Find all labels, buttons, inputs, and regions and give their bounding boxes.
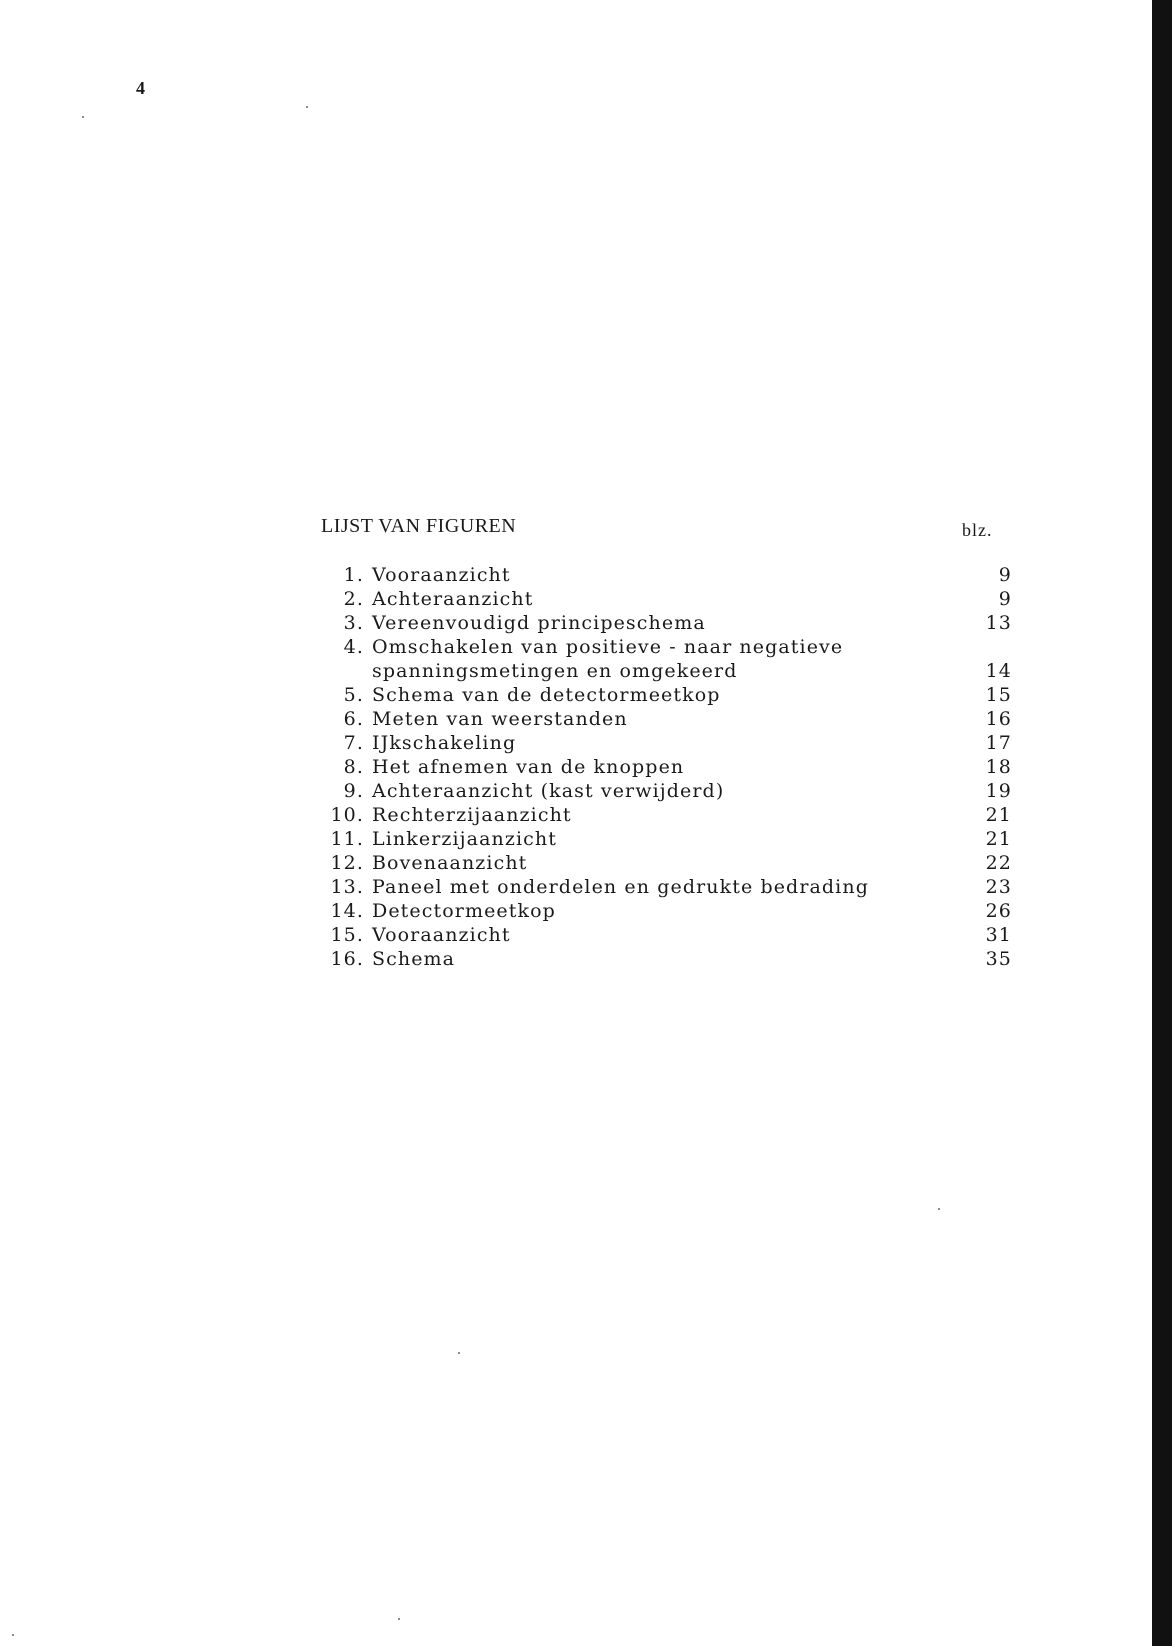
- figure-title: Omschakelen van positieve - naar negatieve: [372, 636, 844, 658]
- figure-page: 15: [985, 684, 1012, 706]
- figure-title: Achteraanzicht: [372, 588, 534, 610]
- figure-title: Vereenvoudigd principeschema: [372, 612, 706, 634]
- figure-page: 17: [985, 732, 1012, 754]
- figure-entry: [312, 899, 1012, 923]
- scan-edge: [1152, 0, 1172, 1646]
- figure-list: [312, 563, 1012, 971]
- figure-title: Achteraanzicht (kast verwijderd): [372, 780, 725, 802]
- figure-page: 31: [985, 924, 1012, 946]
- figure-number: 16.: [330, 948, 364, 970]
- list-of-figures-heading: LIJST VAN FIGUREN: [321, 515, 517, 537]
- page-column-label: blz.: [962, 520, 993, 540]
- scan-speck: [398, 1618, 400, 1620]
- figure-page: 21: [985, 804, 1012, 826]
- figure-title: Schema van de detectormeetkop: [372, 684, 721, 706]
- figure-page: [972, 635, 1012, 659]
- figure-entry: [312, 731, 1012, 755]
- figure-title: Linkerzijaanzicht: [372, 828, 557, 850]
- figure-entry: [312, 923, 1012, 947]
- figure-title: Paneel met onderdelen en gedrukte bedrading: [372, 876, 869, 898]
- page-number: 4: [136, 78, 145, 98]
- figure-number: 7.: [343, 732, 364, 754]
- scan-speck: [12, 1634, 14, 1636]
- figure-title: Meten van weerstanden: [372, 708, 628, 730]
- scan-speck: [306, 106, 308, 108]
- figure-entry: [312, 875, 1012, 899]
- figure-number: 4.: [343, 636, 364, 658]
- figure-page: 16: [985, 708, 1012, 730]
- figure-number: 3.: [343, 612, 364, 634]
- figure-page: 23: [985, 876, 1012, 898]
- figure-page: 14: [985, 660, 1012, 682]
- figure-entry: [312, 827, 1012, 851]
- figure-title: Detectormeetkop: [372, 900, 556, 922]
- figure-number: 10.: [330, 804, 364, 826]
- figure-title: Vooraanzicht: [372, 924, 511, 946]
- figure-page: 26: [985, 900, 1012, 922]
- figure-page: 35: [985, 948, 1012, 970]
- figure-title: Vooraanzicht: [372, 564, 511, 586]
- figure-entry: [312, 851, 1012, 875]
- figure-title: IJkschakeling: [372, 732, 517, 754]
- figure-entry-continuation: [312, 659, 1012, 683]
- figure-title-continued: spanningsmetingen en omgekeerd: [372, 660, 738, 682]
- figure-entry: [312, 587, 1012, 611]
- scan-speck: [458, 1352, 460, 1354]
- figure-page: 21: [985, 828, 1012, 850]
- figure-entry: [312, 779, 1012, 803]
- figure-number: 9.: [343, 780, 364, 802]
- figure-entry: [312, 707, 1012, 731]
- figure-number: 13.: [330, 876, 364, 898]
- figure-entry: [312, 683, 1012, 707]
- figure-title: Het afnemen van de knoppen: [372, 756, 685, 778]
- figure-entry: [312, 755, 1012, 779]
- figure-number: 12.: [330, 852, 364, 874]
- figure-number: 15.: [330, 924, 364, 946]
- figure-page: 13: [985, 612, 1012, 634]
- figure-entry: [312, 803, 1012, 827]
- figure-number: 14.: [330, 900, 364, 922]
- figure-page: 18: [985, 756, 1012, 778]
- figure-title: Schema: [372, 948, 456, 970]
- figure-page: 9: [998, 564, 1012, 586]
- figure-entry: [312, 635, 1012, 659]
- figure-number: 8.: [343, 756, 364, 778]
- figure-entry: [312, 563, 1012, 587]
- figure-entry: [312, 611, 1012, 635]
- figure-title: Bovenaanzicht: [372, 852, 528, 874]
- scan-speck: [938, 1208, 940, 1210]
- scan-speck: [82, 116, 84, 118]
- figure-title: Rechterzijaanzicht: [372, 804, 572, 826]
- figure-entry: [312, 947, 1012, 971]
- figure-number: 6.: [343, 708, 364, 730]
- figure-number: 5.: [343, 684, 364, 706]
- figure-page: 22: [985, 852, 1012, 874]
- figure-number: 1.: [343, 564, 364, 586]
- figure-page: 19: [985, 780, 1012, 802]
- figure-page: 9: [998, 588, 1012, 610]
- figure-number: 11.: [330, 828, 364, 850]
- figure-number: 2.: [343, 588, 364, 610]
